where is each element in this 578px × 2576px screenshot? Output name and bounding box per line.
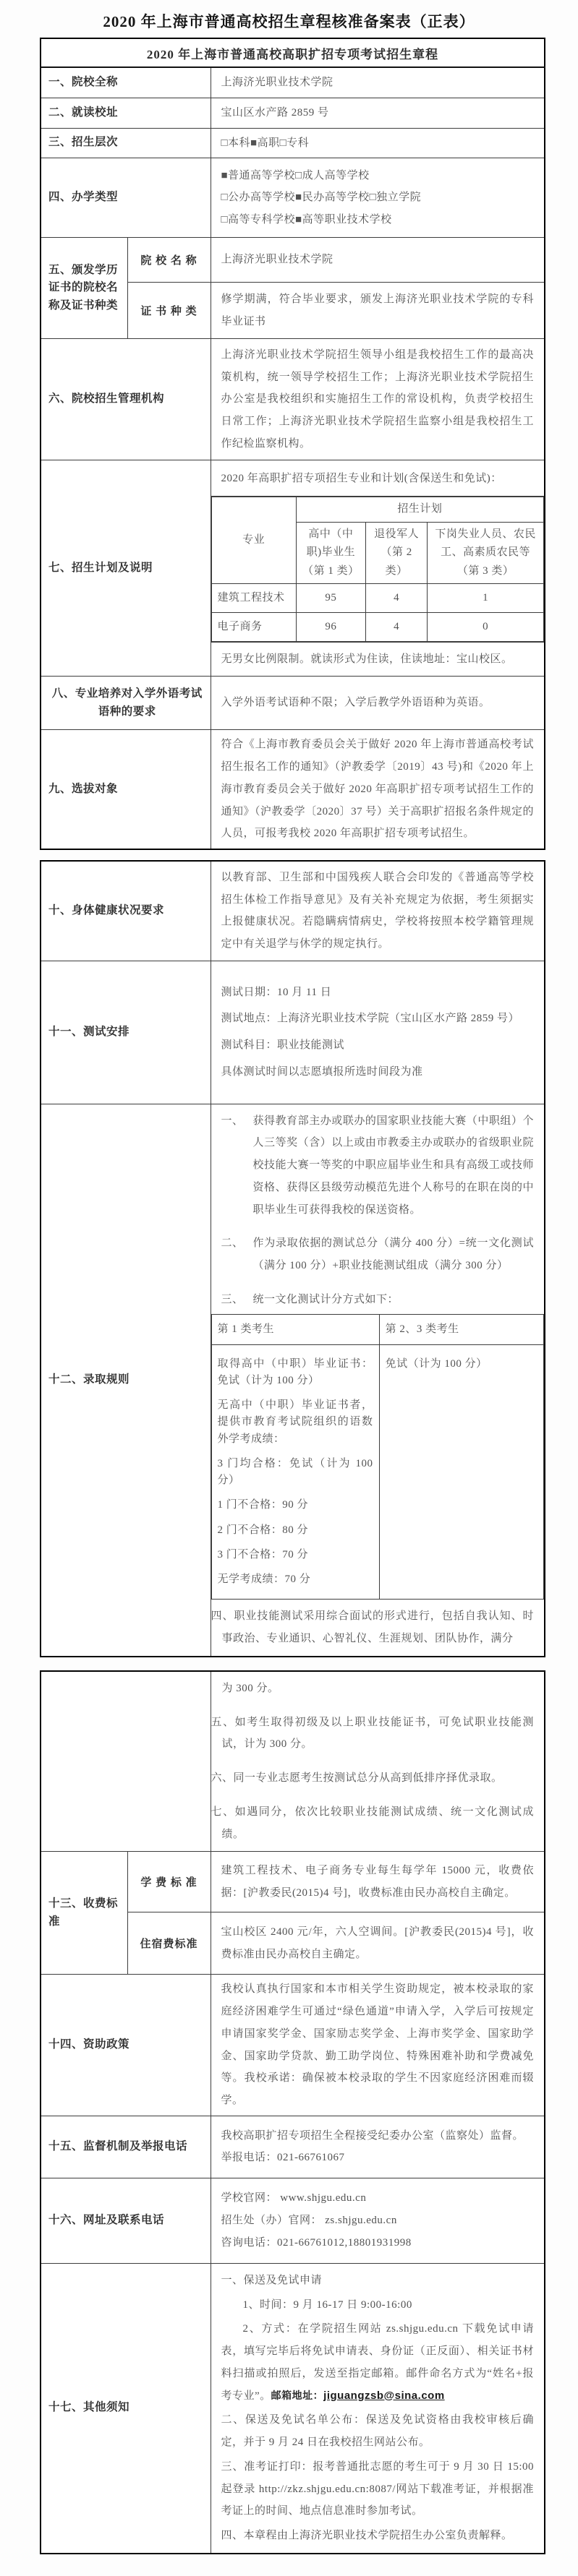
school-type-line: □高等专科学校■高等职业技术学校	[221, 214, 392, 226]
plan-value-cell: 4	[366, 612, 428, 641]
table-row	[211, 1314, 544, 1344]
admission-rule-item	[211, 1227, 545, 1283]
tuition-fee-text: 建筑工程技术、电子商务专业每生每学年 15000 元，收费依据：[沪教委民(2015)4 号]，收费标准由民办高校自主确定。	[211, 1852, 545, 1912]
foreign-language-requirement: 入学外语考试语种不限；入学后教学外语语种为英语。	[211, 677, 545, 730]
rule-item-text: 作为录取依据的测试总分（满分 400 分）=统一文化测试（满分 100 分）+职业技能测试组成（满分 300 分）	[252, 1237, 535, 1271]
rule-item-number: 三、	[221, 1293, 244, 1305]
admission-rule-item	[211, 1283, 545, 1314]
score-rule-line: 免试（计为 100 分）	[385, 1357, 488, 1370]
plan-major-cell: 建筑工程技术	[211, 584, 296, 613]
table-row	[211, 612, 544, 641]
rule-item-text: 统一文化测试计分方式如下：	[252, 1293, 399, 1305]
score-rule-line: 1 门不合格：90 分	[217, 1499, 309, 1511]
other-note-line: 一、保送及免试申请	[221, 2274, 323, 2286]
plan-major-header: 专业	[211, 497, 296, 584]
row4-label: 四、办学类型	[41, 158, 211, 238]
plan-value-cell: 96	[296, 612, 365, 641]
score-rule-line: 3 门不合格：70 分	[217, 1548, 309, 1560]
table-row	[41, 1104, 545, 1657]
row15-label: 十五、监督机制及举报电话	[41, 2116, 211, 2178]
table-row	[41, 677, 545, 730]
other-note-text: 2、方式：在学院招生网站 zs.shjgu.edu.cn 下载免试申请表，填写完毕后将免试申请表、身份证（正反面）、相关证书材料扫描或拍照后，发送至指定邮箱。邮件命名方式为“姓名+报考专业”。	[221, 2323, 534, 2402]
row13-sublabel-tuition: 学 费 标 准	[127, 1852, 211, 1912]
row13-sublabel-accommodation: 住宿费标准	[127, 1912, 211, 1975]
school-type-checkboxes	[211, 158, 545, 238]
admission-rule-item	[211, 1104, 545, 1227]
school-type-line: ■普通高等学校□成人高等学校	[221, 169, 370, 181]
score-rule-line: 取得高中（中职）毕业证书：免试（计为 100 分）	[217, 1357, 373, 1386]
other-note-application	[221, 2318, 535, 2407]
score-col1-header: 第 1 类考生	[211, 1314, 379, 1344]
enrollment-plan-table	[211, 497, 545, 642]
table-row	[41, 961, 545, 1104]
selection-target-text: 符合《上海市教育委员会关于做好 2020 年上海市普通高校考试招生报名工作的通知》（沪教委学〔2019〕43 号)和《2020 年上海市教育委员会关于做好 2020 年高职扩招专项考试招生工作的通知》（沪教委学〔2020〕37 号）关于高职扩招报名条件规定的人员，可报考我校 2020 年高职扩招专项考试招生。	[211, 730, 545, 849]
table-row	[41, 861, 545, 961]
table-row	[41, 339, 545, 460]
plan-major-cell: 电子商务	[211, 612, 296, 641]
plan-value-cell: 0	[428, 612, 544, 641]
table-row	[41, 38, 545, 67]
charter-table-page-3	[40, 1670, 545, 2554]
supervision-text: 我校高职扩招专项招生全程接受纪委办公室（监察处）监督。	[221, 2129, 524, 2142]
score-col2-header: 第 2、3 类考生	[379, 1314, 543, 1344]
score-rule-line: 无高中（中职）毕业证书者，提供市教育考试院组织的语数外学考成绩：	[217, 1399, 373, 1445]
table-row	[211, 584, 544, 613]
table-row	[41, 1852, 545, 1912]
charter-title: 2020 年上海市普通高校高职扩招专项考试招生章程	[41, 38, 545, 67]
inquiry-phone: 咨询电话：021-66761012,18801931998	[221, 2236, 412, 2249]
table-row	[41, 238, 545, 283]
report-phone: 举报电话：021-66761067	[221, 2152, 345, 2164]
row7-label: 七、招生计划及说明	[41, 460, 211, 677]
row3-label: 三、招生层次	[41, 128, 211, 158]
health-requirement-text: 以教育部、卫生部和中国残疾人联合会印发的《普通高等学校招生体检工作指导意见》及有关补充规定为依据，考生须据实上报健康状况。若隐瞒病情病史，学校将按照本校学籍管理规定中有关退学与休学的规定执行。	[211, 861, 545, 961]
row13-label: 十三、收费标准	[41, 1852, 127, 1975]
row10-label: 十、身体健康状况要求	[41, 861, 211, 961]
rule-item-number: 一、	[221, 1115, 244, 1127]
school-website: 学校官网： www.shjgu.edu.cn	[221, 2192, 367, 2204]
college-full-name: 上海济光职业技术学院	[211, 67, 545, 98]
admission-management-text: 上海济光职业技术学院招生领导小组是我校招生工作的最高决策机构，统一领导学校招生工作；上海济光职业技术学院招生办公室是我校组织和实施招生工作的常设机构，负责学校招生日常工作；上海济光职业技术学院招生监察小组是我校招生工作纪检监察机构。	[211, 339, 545, 460]
financial-aid-text: 我校认真执行国家和本市相关学生资助规定，被本校录取的家庭经济困难学生可通过“绿色通道”申请入学，入学后可按规定申请国家奖学金、国家励志奖学金、上海市奖学金、国家助学金、国家助学贷款、勤工助学岗位、特殊困难补助和学费减免等。我校承诺：确保被本校录取的学生不因家庭经济困难而辍学。	[211, 1975, 545, 2116]
certificate-college-name: 上海济光职业技术学院	[211, 238, 545, 283]
row5-sublabel-college-name: 院 校 名 称	[127, 238, 211, 283]
other-note-line: 二、保送及免试名单公布：保送及免试资格由我校审核后确定，并于 9 月 24 日在我校招生网站公布。	[221, 2414, 534, 2448]
table-row	[41, 460, 545, 677]
table-row	[41, 1671, 545, 1852]
page-bottom-margin	[0, 2554, 578, 2576]
plan-col-header-2: 退役军人（第 2 类）	[366, 522, 428, 584]
table-row	[41, 1975, 545, 2116]
admission-rule-item-4: 四、职业技能测试采用综合面试的形式进行，包括自我认知、时事政治、专业通识、心智礼仪、生涯规划、团队协作，满分	[211, 1610, 535, 1644]
row11-label: 十一、测试安排	[41, 961, 211, 1104]
row12-label: 十二、录取规则	[41, 1104, 211, 1657]
contact-cell	[211, 2178, 545, 2263]
charter-table-page-2	[40, 860, 545, 1657]
table-row	[41, 730, 545, 849]
other-note-line: 三、准考证打印：报考普通批志愿的考生可于 9 月 30 日 15:00 起登录 http://zkz.shjgu.edu.cn:8087/网站下载准考证，并根据准考证上的时间、地点信息准时参加考试。	[221, 2460, 534, 2517]
score-rule-line: 2 门不合格：80 分	[217, 1524, 309, 1536]
row5-label: 五、颁发学历证书的院校名称及证书种类	[41, 238, 127, 339]
test-subject: 测试科目：职业技能测试	[221, 1039, 345, 1051]
enrollment-plan-intro: 2020 年高职扩招专项招生专业和计划(含保送生和免试)：	[211, 460, 545, 497]
test-arrangement	[211, 961, 545, 1104]
row16-label: 十六、网址及联系电话	[41, 2178, 211, 2263]
plan-col-header-1: 高中（中职)毕业生（第 1 类）	[296, 522, 365, 584]
score-col2-body	[379, 1344, 543, 1600]
score-rule-line: 无学考成绩：70 分	[217, 1573, 311, 1585]
page-title: 2020 年上海市普通高校招生章程核准备案表（正表）	[103, 13, 475, 30]
page-break-gap	[0, 1657, 578, 1670]
table-row	[41, 67, 545, 98]
admission-rule-item-5: 五、如考生取得初级及以上职业技能证书，可免试职业技能测试，计为 300 分。	[211, 1716, 534, 1751]
school-type-line: □公办高等学校■民办高等学校□独立学院	[221, 192, 422, 204]
rule-item-number: 二、	[221, 1237, 244, 1250]
row5-sublabel-certificate-type: 证 书 种 类	[127, 283, 211, 339]
other-notes-cell	[211, 2263, 545, 2554]
row17-label: 十七、其他须知	[41, 2263, 211, 2554]
plan-value-cell: 4	[366, 584, 428, 613]
row8-label: 八、专业培养对入学外语考试语种的要求	[41, 677, 211, 730]
campus-address: 宝山区水产路 2859 号	[211, 98, 545, 128]
rule-item-text: 获得教育部主办或联办的国家职业技能大赛（中职组）个人三等奖（含）以上或由市教委主办或联办的省级职业院校技能大赛一等奖的中职应届毕业生和具有高级工或技师资格、获得区县级劳动模范先进个人称号的在职在岗的中职毕业生可获得我校的保送资格。	[252, 1115, 535, 1216]
table-row	[41, 98, 545, 128]
table-row	[41, 128, 545, 158]
table-row	[41, 2116, 545, 2178]
admission-rule-item-4-continued: 为 300 分。	[221, 1682, 279, 1694]
row1-label: 一、院校全称	[41, 67, 211, 98]
plan-value-cell: 95	[296, 584, 365, 613]
culture-test-score-table	[211, 1314, 545, 1600]
row9-label: 九、选拔对象	[41, 730, 211, 849]
table-row	[41, 2263, 545, 2554]
admission-rules-cell-part1	[211, 1104, 545, 1657]
test-time-note: 具体测试时间以志愿填报所选时间段为准	[221, 1065, 423, 1078]
enrollment-plan-note: 无男女比例限制。就读形式为住读，住读地址：宝山校区。	[211, 642, 545, 677]
email-address-label: 邮箱地址：	[271, 2389, 324, 2401]
admission-rule-item-7: 七、如遇同分，依次比较职业技能测试成绩、统一文化测试成绩。	[211, 1806, 534, 1840]
certificate-type-text: 修学期满，符合毕业要求，颁发上海济光职业技术学院的专科毕业证书	[211, 283, 545, 339]
page-break-gap	[0, 850, 578, 860]
table-row	[41, 2178, 545, 2263]
table-row	[211, 497, 544, 523]
row6-label: 六、院校招生管理机构	[41, 339, 211, 460]
admission-rules-cell-part2	[211, 1671, 545, 1852]
row14-label: 十四、资助政策	[41, 1975, 211, 2116]
charter-table-page-1	[40, 38, 545, 850]
score-col1-body	[211, 1344, 379, 1600]
email-address-link[interactable]: jiguangzsb@sina.com	[323, 2389, 445, 2402]
admissions-website: 招生处（办）官网： zs.shjgu.edu.cn	[221, 2214, 397, 2226]
table-row	[211, 1344, 544, 1600]
accommodation-fee-text: 宝山校区 2400 元/年，六人空调间。[沪教委民(2015)4 号]，收费标准由民办高校自主确定。	[211, 1912, 545, 1975]
test-location: 测试地点：上海济光职业技术学院（宝山区水产路 2859 号）	[221, 1013, 520, 1025]
score-rule-line: 3 门均合格：免试（计为 100 分）	[217, 1457, 373, 1486]
row2-label: 二、就读校址	[41, 98, 211, 128]
plan-value-cell: 1	[428, 584, 544, 613]
enrollment-level-checkboxes: □本科■高职□专科	[211, 128, 545, 158]
supervision-cell	[211, 2116, 545, 2178]
plan-header: 招生计划	[296, 497, 543, 523]
row12-continuation-label	[41, 1671, 211, 1852]
plan-col-header-3: 下岗失业人员、农民工、高素质农民等（第 3 类）	[428, 522, 544, 584]
table-row	[41, 158, 545, 238]
enrollment-plan-cell	[211, 460, 545, 677]
other-note-line: 1、时间：9 月 16-17 日 9:00-16:00	[242, 2298, 412, 2311]
other-note-line: 四、本章程由上海济光职业技术学院招生办公室负责解释。	[221, 2530, 513, 2541]
test-date: 测试日期：10 月 11 日	[221, 986, 332, 998]
admission-rule-item-6: 六、同一专业志愿考生按测试总分从高到低排序择优录取。	[211, 1772, 503, 1784]
